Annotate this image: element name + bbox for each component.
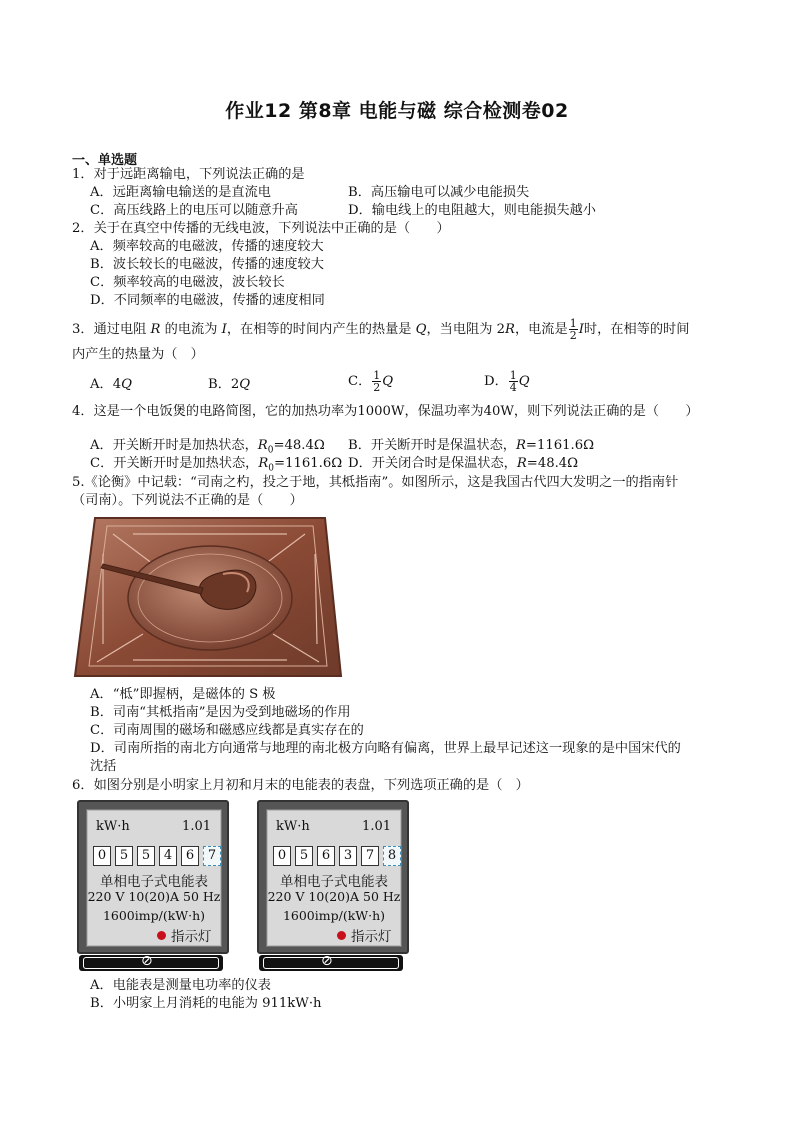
meter-digit: 5	[137, 846, 155, 866]
question-2-option-b: B．波长较长的电磁波，传播的速度较大	[90, 257, 324, 272]
indicator-label: 指示灯	[171, 929, 212, 945]
question-6-stem: 6．如图分别是小明家上月初和月末的电能表的表盘，下列选项正确的是（ ）	[72, 778, 529, 793]
meter-digit: 6	[317, 846, 335, 866]
question-2-option-d: D．不同频率的电磁波，传播的速度相同	[90, 293, 325, 308]
question-4-option-d: D．开关闭合时是保温状态，R=48.4Ω	[348, 456, 579, 471]
question-4-option-a: A．开关断开时是加热状态，$R_0=48.4\Omega$	[90, 438, 325, 456]
question-3-stem-line2: 内产生的热量为（ ）	[72, 347, 204, 362]
meter-digit: 5	[115, 846, 133, 866]
meter-digit: 0	[93, 846, 111, 866]
meter-unit: kW·h	[96, 819, 130, 834]
meter-digit: 3	[339, 846, 357, 866]
page-title: 作业12 第8章 电能与磁 综合检测卷02	[225, 100, 569, 122]
indicator-led-icon	[157, 931, 166, 940]
question-5-option-c: C．司南周围的磁场和磁感应线都是真实存在的	[90, 723, 364, 738]
meter-digit: 7	[361, 846, 379, 866]
meter-imp: 1600imp/(kW·h)	[102, 908, 206, 923]
meter-spec: 220 V 10(20)A 50 Hz	[267, 889, 401, 904]
no-symbol-icon: ⊘	[141, 953, 153, 969]
meter-digit-decimal: 8	[383, 846, 401, 866]
question-3-option-d: D． $\frac{1}{4}$ Q	[484, 369, 530, 394]
sinan-compass-image	[73, 514, 343, 680]
meter-version: 1.01	[362, 819, 391, 834]
question-5-option-a: A．“柢”即握柄，是磁体的 S 极	[90, 687, 276, 702]
question-4-option-c: C．开关断开时是加热状态，$R_0=1161.6\Omega$	[90, 456, 343, 474]
meter-digit: 6	[181, 846, 199, 866]
meter-digit-decimal: 7	[203, 846, 221, 866]
meter-version: 1.01	[182, 819, 211, 834]
question-2-option-c: C．频率较高的电磁波，波长较长	[90, 275, 285, 290]
question-1-stem: 1．对于远距离输电，下列说法正确的是	[72, 167, 305, 182]
indicator-led-icon	[337, 931, 346, 940]
question-5-stem-line2: （司南）。下列说法不正确的是（ ）	[72, 493, 303, 508]
question-5-option-d-line2: 沈括	[90, 759, 117, 774]
meter-digits	[273, 846, 401, 866]
meter-imp: 1600imp/(kW·h)	[282, 908, 386, 923]
meter-spec: 220 V 10(20)A 50 Hz	[87, 889, 221, 904]
question-3-option-c: C． $\frac{1}{2}$ Q	[348, 369, 394, 394]
meter-name: 单相电子式电能表	[100, 874, 208, 890]
question-1-option-b: B．高压输电可以减少电能损失	[348, 185, 530, 200]
meter-unit: kW·h	[276, 819, 310, 834]
indicator-label: 指示灯	[351, 929, 392, 945]
meter-digit: 0	[273, 846, 291, 866]
fraction-half: $\frac{1}{2}$	[569, 317, 577, 342]
question-1-option-c: C．高压线路上的电压可以随意升高	[90, 203, 298, 218]
no-symbol-icon: ⊘	[321, 953, 333, 969]
question-5-option-d: D．司南所指的南北方向通常与地理的南北极方向略有偏离，世界上最早记述这一现象的是中国宋代的	[90, 741, 681, 756]
section-heading: 一、单选题	[72, 153, 138, 168]
question-6-option-b: B．小明家上月消耗的电能为 911kW·h	[90, 996, 322, 1011]
question-6-option-a: A．电能表是测量电功率的仪表	[90, 978, 271, 993]
question-1-option-a: A．远距离输电输送的是直流电	[90, 185, 271, 200]
meter-digit: 4	[159, 846, 177, 866]
question-5-option-b: B．司南“其柢指南”是因为受到地磁场的作用	[90, 705, 351, 720]
question-2-option-a: A．频率较高的电磁波，传播的速度较大	[90, 239, 324, 254]
meter-digit: 5	[295, 846, 313, 866]
question-3-option-a: A．4Q	[90, 377, 132, 392]
meter-digits	[93, 846, 221, 866]
meter-base	[259, 955, 403, 971]
energy-meter-start	[77, 800, 229, 972]
question-4-stem: 4．这是一个电饭煲的电路简图，它的加热功率为1000W，保温功率为40W，则下列说法正确的是（ ）	[72, 404, 699, 419]
question-3-stem: 3．通过电阻 R 的电流为 I，在相等的时间内产生的热量是 Q，当电阻为 2R，电流是 $\frac{1}{2}$ I时，在相等的时间	[72, 317, 690, 342]
meter-base	[79, 955, 223, 971]
question-2-stem: 2．关于在真空中传播的无线电波，下列说法中正确的是（ ）	[72, 221, 450, 236]
question-3-option-b: B．2Q	[208, 377, 251, 392]
energy-meter-end	[257, 800, 409, 972]
meter-name: 单相电子式电能表	[280, 874, 388, 890]
question-1-option-d: D．输电线上的电阻越大，则电能损失越小	[348, 203, 596, 218]
question-4-option-b: B．开关断开时是保温状态，R=1161.6Ω	[348, 438, 595, 453]
question-5-stem: 5.《论衡》中记载：“司南之杓，投之于地，其柢指南”。如图所示，这是我国古代四大发明之一的指南针	[72, 475, 679, 490]
